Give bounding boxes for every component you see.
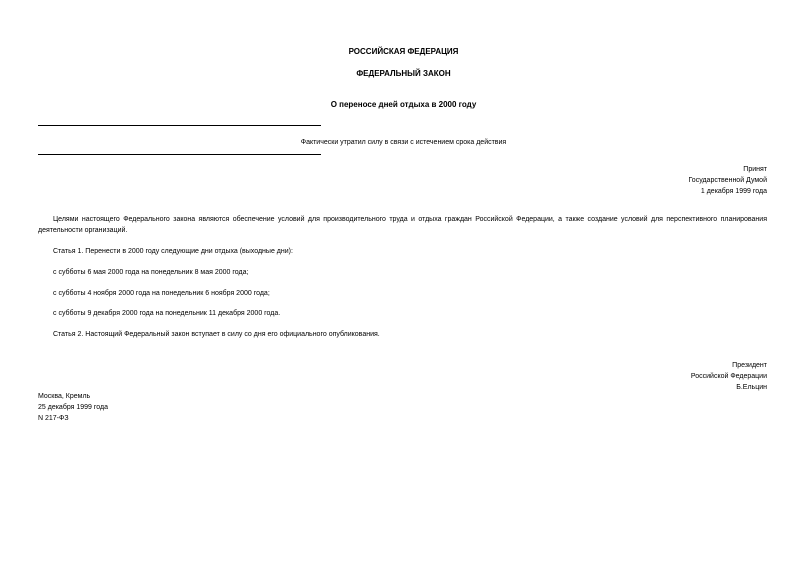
- adoption-line-3: 1 декабря 1999 года: [700, 188, 767, 195]
- article-2: Статья 2. Настоящий Федеральный закон вступает в силу со дня его официального опубликования.: [53, 331, 380, 338]
- signature-name: Б.Ельцин: [736, 384, 767, 391]
- signature-block: [691, 360, 767, 393]
- place-date-block: [38, 391, 108, 424]
- preamble-paragraph: Целями настоящего Федерального закона являются обеспечение условий для производительного труда и отдыха граждан Российской Федерации, а также создание условий для перспективного планирования деятельности организаций.: [38, 216, 767, 234]
- bottom-divider: [38, 154, 321, 155]
- adoption-line-2: Государственной Думой: [688, 177, 767, 184]
- list-item: с субботы 6 мая 2000 года на понедельник 8 мая 2000 года;: [53, 269, 249, 276]
- place-line: Москва, Кремль: [38, 393, 91, 400]
- article-1: Статья 1. Перенести в 2000 году следующие дни отдыха (выходные дни):: [53, 248, 293, 255]
- law-title: О переносе дней отдыха в 2000 году: [330, 100, 477, 109]
- list-item: с субботы 4 ноября 2000 года на понедельник 6 ноября 2000 года;: [53, 290, 270, 297]
- country-heading: РОССИЙСКАЯ ФЕДЕРАЦИЯ: [348, 47, 459, 56]
- status-note: Фактически утратил силу в связи с истечением срока действия: [300, 139, 507, 146]
- adoption-block: [688, 164, 767, 197]
- doc-type-heading: ФЕДЕРАЛЬНЫЙ ЗАКОН: [356, 69, 451, 78]
- adoption-line-1: Принят: [743, 166, 767, 173]
- signature-line-1: Президент: [732, 362, 767, 369]
- date-line: 25 декабря 1999 года: [38, 404, 109, 411]
- signature-line-2: Российской Федерации: [690, 373, 767, 380]
- top-divider: [38, 125, 321, 126]
- list-item: с субботы 9 декабря 2000 года на понедельник 11 декабря 2000 года.: [53, 310, 281, 317]
- law-number: N 217-ФЗ: [38, 415, 69, 422]
